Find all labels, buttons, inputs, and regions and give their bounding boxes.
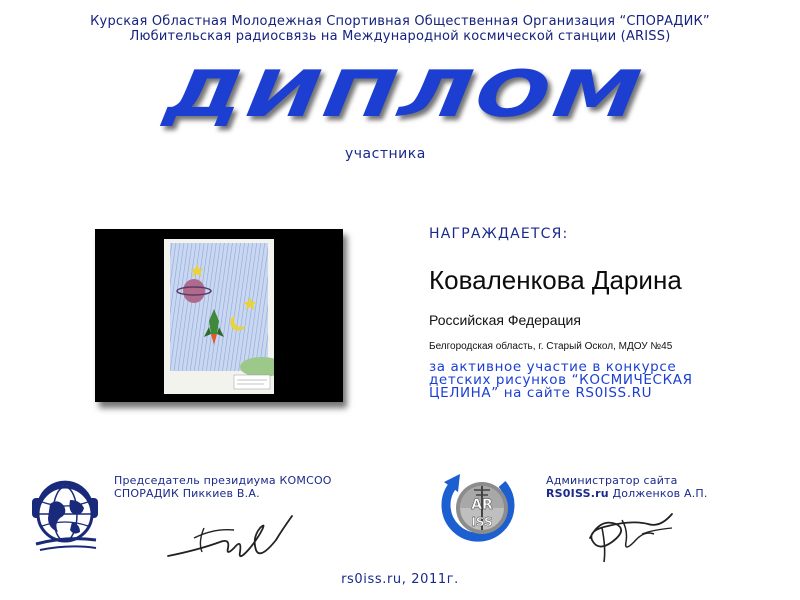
chair-title: Председатель президиума КОМСОО	[114, 474, 332, 487]
award-reason	[429, 361, 769, 400]
recipient-name: Коваленкова Дарина	[429, 265, 682, 295]
diploma-subtitle: участника	[345, 146, 426, 162]
footer-site-year: rs0iss.ru, 2011г.	[341, 572, 459, 587]
award-reason-line-1: за активное участие в конкурсе	[429, 359, 677, 375]
admin-signature	[582, 498, 692, 573]
admin-site: RS0ISS.ru	[546, 487, 609, 500]
header-ariss: Любительская радиосвязь на Международной космической станции (ARISS)	[129, 29, 671, 44]
award-reason-line-2: детских рисунков “КОСМИЧЕСКАЯ	[429, 372, 693, 388]
diploma-title: ДИПЛОМ	[161, 58, 649, 132]
chair-signature	[164, 498, 294, 573]
recipient-address: Белгородская область, г. Старый Оскол, МДОУ №45	[429, 341, 673, 352]
admin-signatory	[546, 474, 708, 500]
ariss-logo	[434, 464, 524, 555]
award-reason-line-3: ЦЕЛИНА” на сайте RS0ISS.RU	[429, 385, 653, 401]
ariss-logo-text-top: AR	[471, 497, 493, 513]
awarded-label: НАГРАЖДАЕТСЯ:	[429, 226, 569, 242]
recipient-country: Российская Федерация	[429, 312, 581, 328]
chair-name: СПОРАДИК Пиккиев В.А.	[114, 487, 260, 500]
chair-signatory	[114, 474, 332, 500]
ariss-logo-text-bottom: ISS	[471, 515, 493, 529]
header-organization: Курская Областная Молодежная Спортивная Общественная Организация “СПОРАДИК”	[90, 14, 710, 29]
drawing-paper	[164, 239, 274, 394]
child-drawing-image	[95, 229, 343, 402]
sporadik-globe-logo	[26, 462, 104, 557]
admin-title: Администратор сайта	[546, 474, 678, 487]
admin-name: Долженков А.П.	[612, 487, 708, 500]
